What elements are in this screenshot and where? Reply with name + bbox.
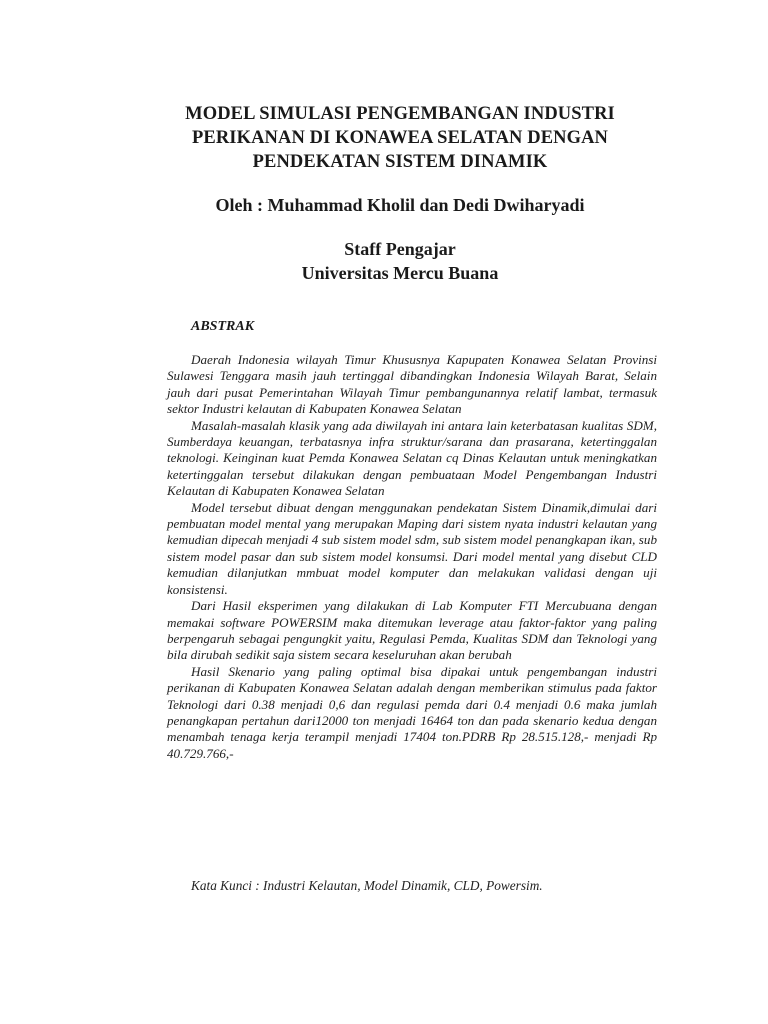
abstract-paragraph-1: Daerah Indonesia wilayah Timur Khususnya Kapupaten Konawea Selatan Provinsi Sulawesi Tenggara masih jauh tertinggal dibandingkan Indonesia Wilayah Barat, Selain jauh dari pusat Pemerintahan Wilayah Timur pembangunannya relatif lambat, termasuk sektor Industri kelautan di Kabupaten Konawea Selatan <box>167 352 657 417</box>
abstract-paragraph-4: Dari Hasil eksperimen yang dilakukan di Lab Komputer FTI Mercubuana dengan memakai software POWERSIM maka ditemukan leverage atau faktor-faktor yang paling berpengaruh sebagai pengungkit yaitu, Regulasi Pemda, Kualitas SDM dan Teknologi yang bila dirubah sedikit saja sistem secara keseluruhan akan berubah <box>167 598 657 663</box>
affiliation <box>120 237 680 285</box>
abstract-paragraph-5: Hasil Skenario yang paling optimal bisa dipakai untuk pengembangan industri perikanan di Kabupaten Konawea Selatan adalah dengan memberikan stimulus pada faktor Teknologi dari 0.38 menjadi 0,6 dan regulasi pemda dari 0.4 menjadi 0.6 maka jumlah penangkapan pertahun dari12000 ton menjadi 16464 ton dan pada skenario kedua dengan menambah tenaga kerja terampil menjadi 17404 ton.PDRB Rp 28.515.128,- menjadi Rp 40.729.766,- <box>167 663 657 761</box>
keywords-line: Kata Kunci : Industri Kelautan, Model Dinamik, CLD, Powersim. <box>191 878 543 893</box>
abstract-paragraph-2: Masalah-masalah klasik yang ada diwilayah ini antara lain keterbatasan kualitas SDM, Sumberdaya keuangan, terbatasnya infra struktur/sarana dan prasarana, ketertinggalan teknologi. Keinginan kuat Pemda Konawea Selatan cq Dinas Kelautan untuk meningkatkan ketertinggalan tersebut dilakukan dengan pembuataan Model Pengembangan Industri Kelautan di Kabupaten Konawea Selatan <box>167 417 657 499</box>
title-line-2: PERIKANAN DI KONAWEA SELATAN DENGAN <box>191 128 609 148</box>
abstract-paragraph-3: Model tersebut dibuat dengan menggunakan pendekatan Sistem Dinamik,dimulai dari pembuatan model mental yang merupakan Maping dari sistem nyata industri kelautan yang kemudian dipecah menjadi 4 sub sistem model sdm, sub sistem model penangkapan ikan, sub sistem model pasar dan sub sistem model konsumsi. Dari model mental yang disebut CLD kemudian dilanjutkan mmbuat model komputer dan melakukan validasi dengan uji konsistensi. <box>167 499 657 597</box>
abstract-body <box>167 352 657 762</box>
abstract-heading: ABSTRAK <box>191 319 255 334</box>
title-line-3: PENDEKATAN SISTEM DINAMIK <box>252 152 548 172</box>
affiliation-role: Staff Pengajar <box>344 239 456 259</box>
title-line-1: MODEL SIMULASI PENGEMBANGAN INDUSTRI <box>185 104 615 124</box>
affiliation-institution: Universitas Mercu Buana <box>301 263 499 283</box>
paper-title <box>120 102 680 174</box>
author-line: Oleh : Muhammad Kholil dan Dedi Dwiharyadi <box>215 195 585 215</box>
